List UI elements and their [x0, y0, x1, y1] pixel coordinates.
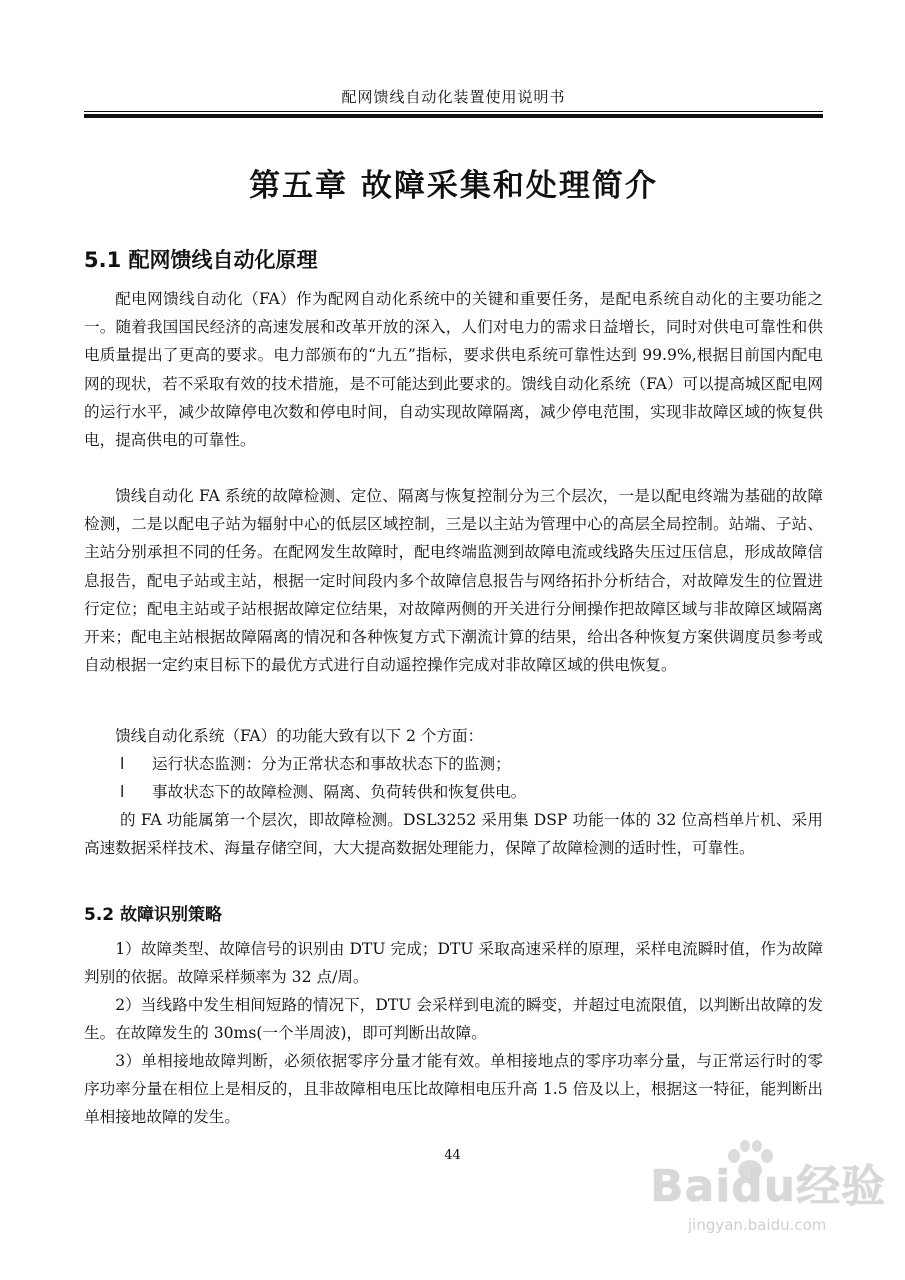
bullet-mark: l [120, 755, 125, 773]
watermark-logo: Baidu经验 [650, 1161, 887, 1212]
paragraph: 配电网馈线自动化（FA）作为配网自动化系统中的关键和重要任务，是配电系统自动化的主要功能之一。随着我国国民经济的高速发展和改革开放的深入，人们对电力的需求日益增长，同时对供电可靠性和供电质量提出了更高的要求。电力部颁布的“九五”指标，要求供电系统可靠性达到 99.9%,根据目前国内配电网的现状，若不采取有效的技术措施，是不可能达到此要求的。馈线自动化系统（FA）可以提高城区配电网的运行水平，减少故障停电次数和停电时间，自动实现故障隔离，减少停电范围，实现非故障区域的恢复供电，提高供电的可靠性。 [84, 290, 823, 450]
section-heading-5-2: 5.2 故障识别策略 [84, 905, 223, 925]
paragraph: 馈线自动化系统（FA）的功能大致有以下 2 个方面： [115, 727, 484, 745]
paragraph: 3）单相接地故障判断，必须依据零序分量才能有效。单相接地点的零序功率分量，与正常运行时的零序功率分量在相位上是相反的，且非故障相电压比故障相电压升高 1.5 倍及以上，根据这一特征，能判断出单相接地故障的发生。 [84, 1052, 823, 1127]
bullet-text: 事故状态下的故障检测、隔离、负荷转供和恢复供电。 [152, 783, 527, 801]
header-rule-thin [84, 111, 823, 112]
bullet-mark: l [120, 783, 125, 801]
watermark-url: jingyan.baidu.com [688, 1216, 827, 1234]
chapter-title: 第五章 故障采集和处理简介 [249, 168, 658, 204]
paragraph: 2）当线路中发生相间短路的情况下，DTU 会采样到电流的瞬变，并超过电流限值，以判断出故障的发生。在故障发生的 30ms(一个半周波)，即可判断出故障。 [84, 996, 823, 1043]
watermark [640, 1150, 890, 1260]
paragraph: 馈线自动化 FA 系统的故障检测、定位、隔离与恢复控制分为三个层次，一是以配电终端为基础的故障检测，二是以配电子站为辐射中心的低层区域控制，三是以主站为管理中心的高层全局控制。站端、子站、主站分别承担不同的任务。在配网发生故障时，配电终端监测到故障电流或线路失压过压信息，形成故障信息报告，配电子站或主站，根据一定时间段内多个故障信息报告与网络拓扑分析结合，对故障发生的位置进行定位；配电主站或子站根据故障定位结果，对故障两侧的开关进行分闸操作把故障区域与非故障区域隔离开来；配电主站根据故障隔离的情况和各种恢复方式下潮流计算的结果，给出各种恢复方案供调度员参考或自动根据一定约束目标下的最优方式进行自动遥控操作完成对非故障区域的供电恢复。 [84, 487, 823, 675]
page-number: 44 [444, 1148, 461, 1163]
paragraph: 的 FA 功能属第一个层次，即故障检测。DSL3252 采用集 DSP 功能一体的 32 位高档单片机、采用高速数据采样技术、海量存储空间，大大提高数据处理能力，保障了故障检测的适时性，可靠性。 [84, 811, 823, 858]
bullet-text: 运行状态监测：分为正常状态和事故状态下的监测； [152, 755, 511, 773]
bullet-item [120, 750, 511, 778]
section-heading-5-1: 5.1 配网馈线自动化原理 [84, 248, 318, 272]
running-header: 配网馈线自动化装置使用说明书 [341, 88, 566, 106]
header-rule-thick [84, 114, 823, 118]
paragraph: 1）故障类型、故障信号的识别由 DTU 完成；DTU 采取高速采样的原理，采样电流瞬时值，作为故障判别的依据。故障采样频率为 32 点/周。 [84, 940, 823, 987]
bullet-item [120, 778, 526, 806]
